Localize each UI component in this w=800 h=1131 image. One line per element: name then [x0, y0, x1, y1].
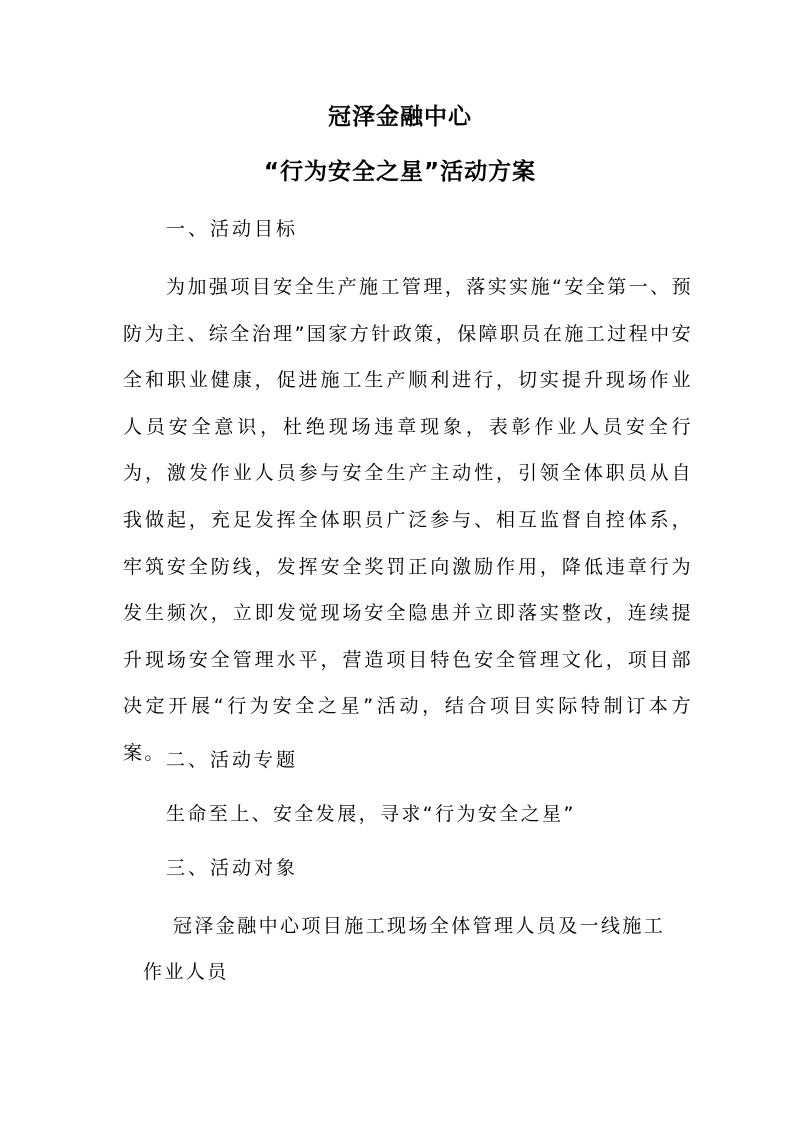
section-heading-objective: 一、活动目标: [166, 218, 299, 240]
document-title-line1: 冠泽金融中心: [328, 104, 472, 130]
section-heading-theme: 二、活动专题: [166, 749, 299, 771]
section-body-objective: 为加强项目安全生产施工管理，落实实施“安全第一、预防为主、综全治理”国家方针政策，保障职员在施工过程中安全和职业健康，促进施工生产顺利进行，切实提升现场作业人员安全意识，杜绝现场违章现象，表彰作业人员安全行为，激发作业人员参与安全生产主动性，引领全体职员从自我做起，充足发挥全体职员广泛参与、相互监督自控体系，牢筑安全防线，发挥安全奖罚正向激励作用，降低违章行为发生频次，立即发觉现场安全隐患并立即落实整改，连续提升现场安全管理水平，营造项目特色安全管理文化，项目部决定开展“行为安全之星”活动，结合项目实际特制订本方案。: [123, 276, 693, 764]
section-body-theme: 生命至上、安全发展，寻求“行为安全之星”: [166, 803, 576, 825]
document-title-line2: “行为安全之星”活动方案: [263, 159, 537, 185]
section-body-audience: 冠泽金融中心项目施工现场全体管理人员及一线施工作业人员: [143, 915, 666, 983]
section-heading-audience: 三、活动对象: [166, 857, 299, 879]
